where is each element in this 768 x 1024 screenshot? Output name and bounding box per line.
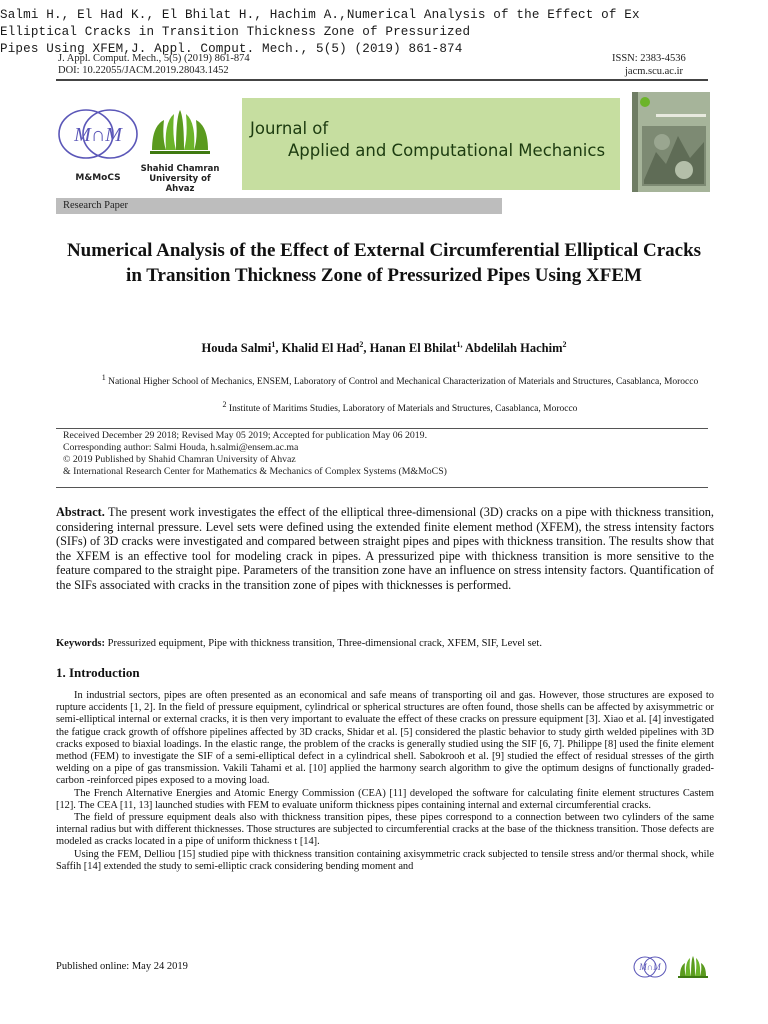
copyright-line-2: & International Research Center for Mathematics & Mechanics of Complex Systems (M&MoCS) — [63, 466, 447, 477]
affiliation-text: National Higher School of Mechanics, ENSEM, Laboratory of Control and Mechanical Characterization of Materials and Structures, Casablanca, Morocco — [108, 377, 699, 388]
journal-citation: J. Appl. Comput. Mech., 5(5) (2019) 861-874 — [58, 53, 250, 64]
footer-logos-icon — [632, 954, 712, 980]
introduction-body — [56, 690, 714, 873]
svg-text:M∩M: M∩M — [639, 962, 661, 972]
abstract — [56, 505, 714, 593]
header-rule — [56, 79, 708, 81]
affiliation-text: Institute of Maritims Studies, Laboratory of Materials and Structures, Casablanca, Morocco — [228, 404, 578, 415]
cover-image-icon — [632, 92, 710, 192]
author-affiliation-marker: 2 — [359, 340, 364, 349]
keywords-label: Keywords: — [56, 638, 105, 649]
citation-overlay-line-1: Salmi H., El Had K., El Bhilat H., Hachim A.,Numerical Analysis of the Effect of Ex — [0, 8, 640, 22]
svg-text:M∩M: M∩M — [74, 124, 122, 146]
author-affiliation-marker: 1 — [271, 340, 276, 349]
mmocs-label: M&MoCS — [75, 173, 121, 183]
author-name: Abdelilah Hachim — [464, 341, 563, 356]
author-list — [60, 340, 708, 356]
shahid-chamran-emblem-icon — [140, 108, 220, 156]
university-name-line-2: University of Ahvaz — [149, 174, 211, 194]
citation-overlay-line-2: Elliptical Cracks in Transition Thickness Zone of Pressurized — [0, 25, 471, 39]
mmocs-logo-mark — [56, 106, 140, 162]
university-name-line-1: Shahid Chamran — [140, 164, 220, 174]
university-logo — [140, 108, 220, 194]
footer-logos — [632, 954, 712, 980]
affiliation-marker: 2 — [222, 400, 227, 409]
received-dates: Received December 29 2018; Revised May 05 2019; Accepted for publication May 06 2019. — [63, 430, 428, 441]
doi[interactable]: DOI: 10.22055/JACM.2019.28043.1452 — [58, 65, 229, 76]
keywords-text: Pressurized equipment, Pipe with thickness transition, Three-dimensional crack, XFEM, SIF, Level set. — [105, 638, 542, 649]
citation-overlay-line-3: Pipes Using XFEM,J. Appl. Comput. Mech., 5(5) (2019) 861-874 — [0, 42, 463, 56]
journal-cover-thumbnail — [632, 92, 710, 192]
affiliation-1 — [80, 372, 720, 388]
corresponding-author: Corresponding author: Salmi Houda, h.salmi@ensem.ac.ma — [63, 442, 299, 453]
section-heading: 1. Introduction — [56, 665, 140, 680]
author-name: Houda Salmi — [201, 341, 272, 356]
journal-name-line-2: Applied and Computational Mechanics — [288, 141, 606, 160]
author-separator: , — [275, 341, 282, 356]
author-name: Khalid El Had — [281, 341, 360, 356]
body-paragraph: The French Alternative Energies and Atomic Energy Commission (CEA) [11] developed the software for calculating finite element structures Castem [12]. The CEA [11, 13] launched studies with FEM to evaluate uniform thickness pipes containing internal and external circumferential cracks. — [56, 787, 714, 811]
copyright-line: © 2019 Published by Shahid Chamran University of Ahvaz — [63, 454, 296, 465]
abstract-text: The present work investigates the effect of the elliptical three-dimensional (3D) cracks on a pipe with thickness transition, considering internal pressure. Level sets were defined using the extended finite element method (XFEM), the stress intensity factors (SIFs) of 3D cracks were investigated and compared between straight pipes and pipes with thickness transition. The results show that the XFEM is an effective tool for modeling crack in pipes. A pressurized pipe with thickness transition is more sensitive to the feature compared to the straight pipe. Parameters of the transition zone have an influence on stress intensity factors. Quantification of the SIFs associated with cracks in the transition zone of pipes with thicknesses is performed. — [56, 505, 714, 592]
journal-name-line-1: Journal of — [250, 119, 329, 138]
body-paragraph: The field of pressure equipment deals also with thickness transition pipes, these pipes correspond to a connection between two cylinders of the same internal radius but with different thicknesses. Those structures are subjected to circumferential cracks at the base of the thickness transition. Those defects are modeled as cracks located in a pipe of uniform thickness t [14]. — [56, 812, 714, 848]
abstract-label: Abstract. — [56, 505, 105, 519]
author-separator: , — [363, 341, 370, 356]
body-paragraph: In industrial sectors, pipes are often presented as an economical and safe means of transporting oil and gas. However, those structures are exposed to rupture accidents [1, 2]. In the field of pressure equipment, cylindrical or spherical structures are often found, those shells can be affected by axisymmetric or semi-elliptical internal or external cracks, it is then very important to evaluate the effect of these cracks on pressure equipment [3]. Xiao et al. [4] investigated the fatigue crack growth of offshore pipelines affected by 3D cracks, Shidar et al. [5] considered the plastic behavior to study girth welded pipelines with 3D cracks exposed to biaxial loadings. In the elastic range, the problem of the cracks is generally studied using the SIF [6, 7]. Philippe [8] used the finite element method (FEM) to investigate the SIF of a semi-elliptical defect in a cylindrical shell. Sabokrooh et al. [9] studied the effect of residual stresses of the girth welding on a pipe of gas transmission. Vakili Tahami et al. [10] applied the harmony search algorithm to give the optimum designs of functionally graded-carbon -reinforced pipes exposed to a moving load. — [56, 690, 714, 787]
affiliation-2 — [80, 399, 720, 415]
author-affiliation-marker: 2 — [562, 340, 567, 349]
keywords — [56, 638, 714, 649]
issn: ISSN: 2383-4536 — [612, 53, 686, 64]
mmocs-logo — [56, 106, 140, 183]
journal-website[interactable]: jacm.scu.ac.ir — [625, 66, 684, 77]
paper-type-label: Research Paper — [63, 200, 129, 211]
published-online: Published online: May 24 2019 — [56, 961, 188, 972]
paper-title: Numerical Analysis of the Effect of External Circumferential Elliptical Cracks in Transition Thickness Zone of Pressurized Pipes Using XFEM — [66, 240, 702, 286]
affiliation-marker: 1 — [101, 373, 106, 382]
author-name: Hanan El Bhilat — [369, 341, 457, 356]
author-affiliation-marker: 1, — [456, 340, 463, 349]
body-paragraph: Using the FEM, Delliou [15] studied pipe with thickness transition containing axisymmetric crack subjected to tensile stress and/or thermal shock, while Saffih [14] extended the study to semi-elliptic crack considering bending moment and — [56, 848, 714, 872]
